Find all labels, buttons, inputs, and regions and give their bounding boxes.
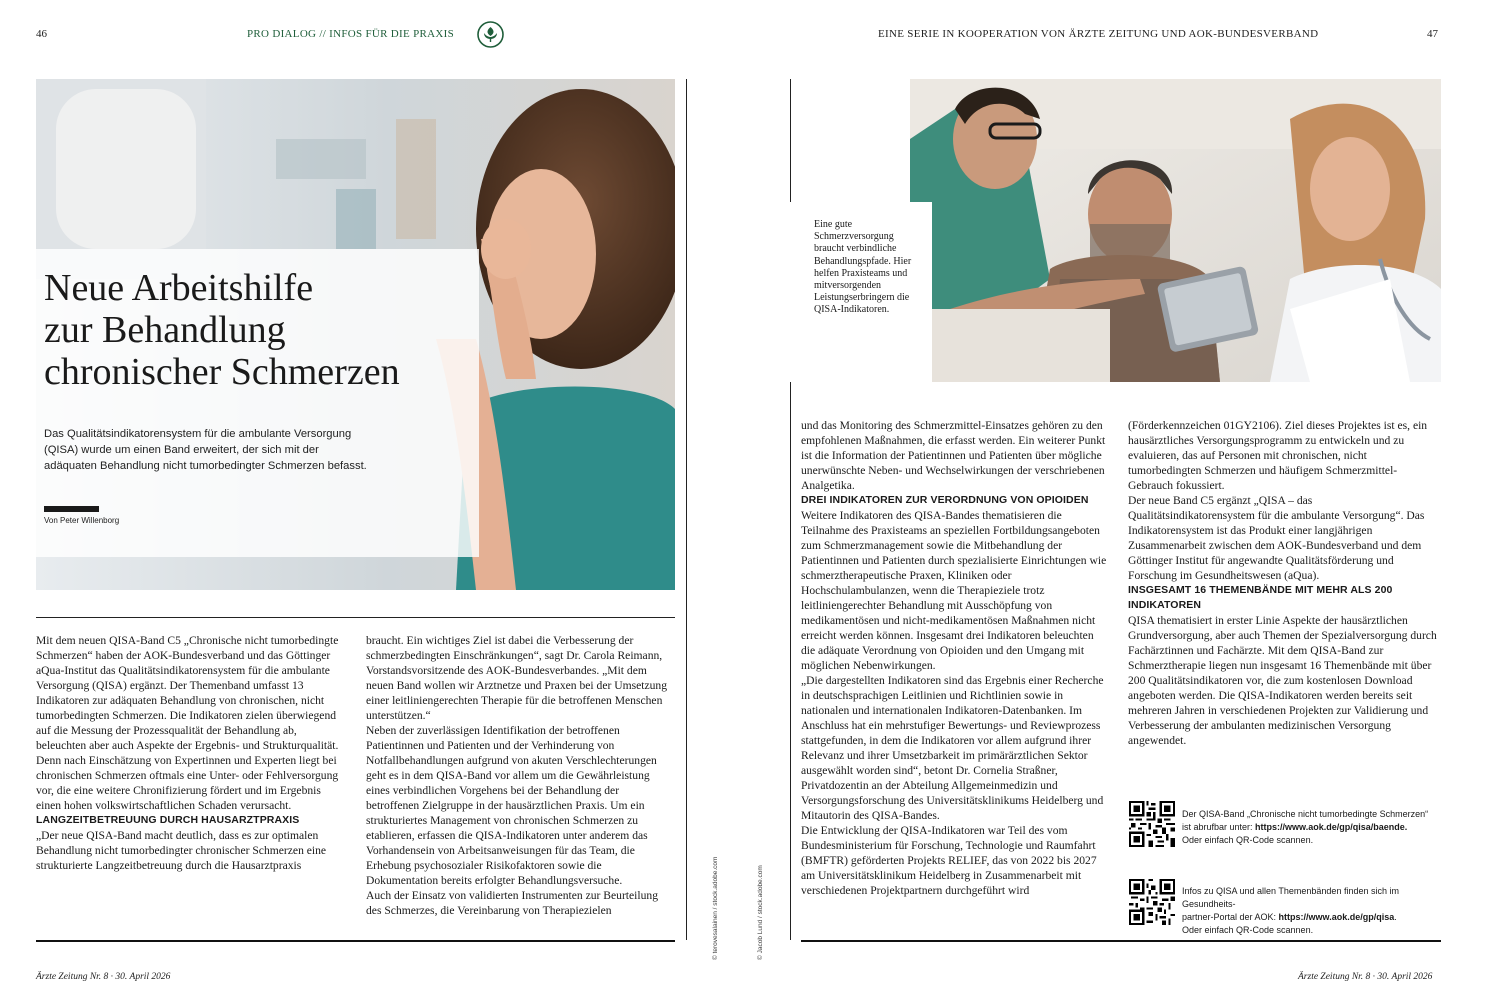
right-page-number: 47 [1427, 28, 1438, 40]
col2-paragraph-2: Neben der zuverlässigen Identifikation der betroffenen Patientinnen und Patienten und der Verhinderung von Notfallbehandlungen aufgrund von akuten Verschlechterungen geht es in dem QISA-Band vor allem um die Gewährleistung eines verbindlichen Vorgehens bei der Behandlung der betroffenen Zielgruppe in der hausärztlichen Praxis. Um ein strukturiertes Management von chronischen Schmerzen zu etablieren, erfassen die QISA-Indikatoren unter anderem das Vorhandensein von Arbeitsanweisungen für das Team, die Erhebung psychosozialer Risikofaktoren sowie die Dokumentation bereits erfolgter Behandlungsversuche. [366, 724, 657, 887]
qr-code-1[interactable] [1129, 801, 1175, 847]
col4-paragraph-1: (Förderkennzeichen 01GY2106). Ziel dieses Projektes ist es, ein hausärztliches Versorgungsprogramm zu entwickeln und zu evaluieren, das auf Personen mit chronischen, nicht tumorbedingten Schmerzen und häufigem Schmerzmittel-Gebrauch fokussiert. [1128, 419, 1428, 492]
col3-paragraph-1: und das Monitoring des Schmerzmittel-Einsatzes gehören zu den empfohlenen Maßnahmen, die erfasst werden. Ein weiterer Punkt ist die Information der Patientinnen und Patienten über mögliche unerwünschte Neben- und Wechselwirkungen der verschriebenen Analgetika. [801, 419, 1106, 492]
team-photo [910, 79, 1441, 382]
qr-text-2-prefix: partner-Portal der AOK: [1182, 912, 1279, 922]
qr-text-1-line-3: Oder einfach QR-Code scannen. [1182, 835, 1314, 845]
qisa-portal-link[interactable]: https://www.aok.de/gp/qisa [1278, 912, 1395, 922]
right-bottom-rule [801, 940, 1441, 942]
col2-paragraph-3: Auch der Einsatz von validierten Instrumenten zur Beurteilung des Schmerzes, die Vereinbarung von Therapiezielen [366, 889, 659, 917]
qisa-baende-link[interactable]: https://www.aok.de/gp/qisa/baende. [1255, 822, 1408, 832]
col1-paragraph-1: Mit dem neuen QISA-Band C5 „Chronische nicht tumorbedingte Schmerzen“ haben der AOK-Bundesverband und das Göttinger aQua-Institut das Qualitätsindikatorensystem für die ambulante Versorgung (QISA) ergänzt. Der Themenband umfasst 13 Indikatoren zur adäquaten Behandlung von chronischen, nicht tumorbedingten Schmerzen. Die Indikatoren zielen überwiegend auf die Messung der Prozessqualität der Behandlung ab, beleuchten aber auch Aspekte der Ergebnis- und Strukturqualität. [36, 634, 339, 752]
column-1 [36, 633, 345, 873]
left-running-title: PRO DIALOG // INFOS FÜR DIE PRAXIS [247, 28, 455, 40]
qr-text-1-line-2 [1182, 821, 1442, 834]
col1-paragraph-3: „Der neue QISA-Band macht deutlich, dass es zur optimalen Behandlung nicht tumorbedingter chronischer Schmerzen eine strukturierte Langzeitbetreuung durch die Hausarztpraxis [36, 829, 327, 872]
byline-bar [44, 506, 99, 512]
headline-line-1: Neue Arbeitshilfe [44, 267, 314, 309]
image-caption: Eine gute Schmerzversorgung braucht verbindliche Behandlungspfade. Hier helfen Praxisteams und mitversorgenden Leistungserbringern die QISA-Indikatoren. [814, 219, 912, 316]
left-page-edge [686, 79, 687, 940]
column-4 [1128, 418, 1441, 748]
col1-paragraph-2: Denn nach Einschätzung von Expertinnen und Experten liegt bei chronischen Schmerzen oftmals eine Unter- oder Fehlversorgung vor, die eine weitere Chronifizierung fördert und im Ergebnis einen hohen volkswirtschaftlichen Schaden verursacht. [36, 754, 339, 812]
qr-text-2 [1182, 885, 1442, 937]
footer-right: Ärzte Zeitung Nr. 8 · 30. April 2026 [1298, 972, 1433, 982]
right-running-title: EINE SERIE IN KOOPERATION VON ÄRZTE ZEITUNG UND AOK-BUNDESVERBAND [878, 28, 1319, 40]
left-top-rule [36, 617, 675, 618]
photo-credit-1: © terovesalainen / stock.adobe.com [712, 856, 719, 960]
col2-paragraph-1: braucht. Ein wichtiges Ziel ist dabei die Verbesserung der schmerzbedingten Einschränkungen“, sagt Dr. Carola Reimann, Vorstandsvorsitzende des AOK-Bundesverbandes. „Mit dem neuen Band wollen wir Arztnetze und Praxen bei der Umsetzung einer leitliniengerechten Therapie für die betroffenen Menschen unterstützen.“ [366, 634, 668, 722]
left-page-number: 46 [36, 28, 47, 40]
qr-text-1 [1182, 808, 1442, 847]
image-caption-box [790, 202, 932, 382]
headline-box [36, 249, 479, 557]
qr-text-2-line-3: Oder einfach QR-Code scannen. [1182, 925, 1314, 935]
aok-logo [477, 21, 504, 48]
col3-subheading: DREI INDIKATOREN ZUR VERORDNUNG VON OPIOIDEN [801, 494, 1089, 506]
qr-text-1-line-1: Der QISA-Band „Chronische nicht tumorbedingte Schmerzen“ [1182, 809, 1429, 819]
qr-text-2-line-1: Infos zu QISA und allen Themenbänden finden sich im Gesundheits- [1182, 886, 1399, 909]
qr-text-1-prefix: ist abrufbar unter: [1182, 822, 1256, 832]
qr-text-2-line-2 [1182, 911, 1442, 924]
photo-credit-2: © Jacob Lund / stock.adobe.com [757, 865, 764, 960]
qr-code-2[interactable] [1129, 879, 1175, 925]
col3-paragraph-3: „Die dargestellten Indikatoren sind das Ergebnis einer Recherche in deutschsprachigen Leitlinien und Richtlinien sowie in nationalen und internationalen Indikatoren-Datenbanken. Im Anschluss hat ein mehrstufiger Bewertungs- und Reviewprozess stattgefunden, in dem die Indikatoren vor allem aufgrund ihrer Relevanz und ihrer Umsetzbarkeit im primärärztlichen Sektor ausgewählt worden sind“, betont Dr. Cornelia Straßner, Privatdozentin an der Abteilung Allgemeinmedizin und Versorgungsforschung des Universitätsklinikums Heidelberg und Mitautorin des QISA-Bandes. [801, 674, 1104, 822]
column-3 [801, 418, 1110, 898]
headline-line-2: zur Behandlung [44, 309, 286, 351]
col3-paragraph-4: Die Entwicklung der QISA-Indikatoren war Teil des vom Bundesministerium für Forschung, Technologie und Raumfahrt (BMFTR) geförderten Projekts RELIEF, das von 2022 bis 2027 am Universitätsklinikum Heidelberg in Zusammenarbeit mit verschiedenen Projektpartnern durchgeführt wird [801, 824, 1097, 897]
col3-paragraph-2: Weitere Indikatoren des QISA-Bandes thematisieren die Teilnahme des Praxisteams an speziellen Fortbildungsangeboten zum Schmerzmanagement sowie die Mitbehandlung der Patientinnen und Patienten durch spezialisierte Einrichtungen wie schmerztherapeutische Praxen, Kliniken oder Hochschulambulanzen, wenn die Therapieziele trotz leitliniengerechter Behandlung mit Ausschöpfung von medikamentösen und nicht-medikamentösen Maßnahmen nicht erreicht werden können. Insgesamt drei Indikatoren beleuchten die adäquate Verordnung von Opioiden und den Umgang mit möglichen Nebenwirkungen. [801, 509, 1107, 672]
lead-text: Das Qualitätsindikatorensystem für die ambulante Versorgung (QISA) wurde um einen Band erweitert, der sich mit der adäquaten Behandlung nicht tumorbedingter Schmerzen befasst. [44, 428, 367, 472]
col1-subheading: LANGZEITBETREUUNG DURCH HAUSARZTPRAXIS [36, 814, 300, 826]
col4-paragraph-3: QISA thematisiert in erster Linie Aspekte der hausärztlichen Grundversorgung, aber auch Themen der Spezialversorgung durch Fachärztinnen und Fachärzte. Mit dem QISA-Band zur Schmerztherapie liegen nun insgesamt 16 Themenbände mit über 200 Qualitätsindikatoren vor, die zum kostenlosen Download angeboten werden. Die QISA-Indikatoren werden bereits seit mehreren Jahren in verschiedenen Projekten zur Validierung und Verbesserung der ambulanten medizinischen Versorgung angewendet. [1128, 614, 1437, 747]
col4-paragraph-2: Der neue Band C5 ergänzt „QISA – das Qualitätsindikatorensystem für die ambulante Versorgung“. Das Indikatorensystem ist das Produkt einer langjährigen Zusammenarbeit zwischen dem AOK-Bundesverband und dem Göttinger Institut für angewandte Qualitätsförderung und Forschung im Gesundheitswesen (aQua). [1128, 494, 1425, 582]
left-bottom-rule [36, 940, 675, 942]
headline-line-3: chronischer Schmerzen [44, 351, 400, 393]
column-2 [366, 633, 675, 918]
aok-tree-icon [477, 21, 504, 48]
qr-text-2-url-suffix: . [1394, 912, 1397, 922]
headline [44, 267, 474, 393]
footer-left: Ärzte Zeitung Nr. 8 · 30. April 2026 [36, 972, 171, 982]
byline: Von Peter Willenborg [44, 516, 120, 525]
col4-subheading: INSGESAMT 16 THEMENBÄNDE MIT MEHR ALS 200 INDIKATOREN [1128, 584, 1393, 611]
